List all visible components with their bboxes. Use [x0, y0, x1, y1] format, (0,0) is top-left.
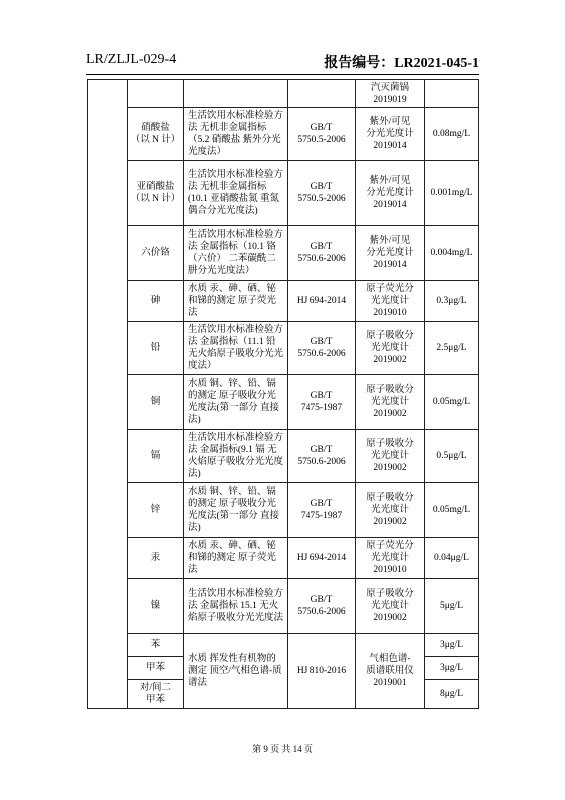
- table-row: [88, 80, 479, 108]
- instrument-cell: 原子荧光分 光光度计 2019010: [356, 281, 425, 322]
- limit-cell: 0.04μg/L: [425, 538, 479, 579]
- method-cell: 水质 铜、锌、铅、镉的测定 原子吸收分光光度法(第一部分 直接法): [184, 375, 288, 430]
- method-cell: 水质 挥发性有机物的测定 顶空/气相色谱-质谱法: [184, 634, 288, 709]
- table-row: [88, 108, 479, 161]
- item-cell: 甲苯: [128, 657, 184, 680]
- item-cell: 对/间二 甲苯: [128, 680, 184, 709]
- table-row: [88, 226, 479, 281]
- method-cell: 生活饮用水标准检验方法 金属指标(9.1 镉 无火焰原子吸收分光光度法): [184, 430, 288, 483]
- table-row: [88, 579, 479, 634]
- document-code: LR/ZLJL-029-4: [86, 52, 177, 67]
- standard-cell: GB/T 5750.5-2006: [288, 161, 356, 226]
- method-cell: 生活饮用水标准检验方法 金属指标（11.1 铅 无火焰原子吸收分光光度法）: [184, 322, 288, 375]
- limit-cell: 0.004mg/L: [425, 226, 479, 281]
- item-cell: 铜: [128, 375, 184, 430]
- item-cell: 砷: [128, 281, 184, 322]
- limit-cell: 3μg/L: [425, 634, 479, 657]
- item-cell: 锌: [128, 483, 184, 538]
- instrument-cell: 紫外/可见 分光光度计 2019014: [356, 108, 425, 161]
- table-body: [88, 80, 479, 709]
- item-cell: 苯: [128, 634, 184, 657]
- standard-cell: HJ 810-2016: [288, 634, 356, 709]
- method-cell: 水质 汞、砷、硒、铋和锑的测定 原子荧光法: [184, 538, 288, 579]
- limit-cell: 0.05mg/L: [425, 375, 479, 430]
- instrument-cell: 紫外/可见 分光光度计 2019014: [356, 226, 425, 281]
- item-cell: [128, 80, 184, 108]
- instrument-cell: 汽灭菌锅 2019019: [356, 80, 425, 108]
- standard-cell: GB/T 7475-1987: [288, 375, 356, 430]
- item-cell: 铅: [128, 322, 184, 375]
- instrument-cell: 气相色谱- 质谱联用仪 2019001: [356, 634, 425, 709]
- standard-cell: GB/T 5750.5-2006: [288, 108, 356, 161]
- table-row: [88, 634, 479, 657]
- table-row: [88, 281, 479, 322]
- limit-cell: 3μg/L: [425, 657, 479, 680]
- method-cell: 水质 汞、砷、硒、铋和锑的测定 原子荧光法: [184, 281, 288, 322]
- instrument-cell: 原子吸收分 光光度计 2019002: [356, 430, 425, 483]
- instrument-cell: 原子吸收分 光光度计 2019002: [356, 322, 425, 375]
- method-cell: [184, 80, 288, 108]
- limit-cell: 8μg/L: [425, 680, 479, 709]
- method-cell: 生活饮用水标准检验方法 金属指标 15.1 无火焰原子吸收分光光度法: [184, 579, 288, 634]
- limit-cell: 0.05mg/L: [425, 483, 479, 538]
- limit-cell: 0.001mg/L: [425, 161, 479, 226]
- item-cell: 镉: [128, 430, 184, 483]
- limit-cell: 2.5μg/L: [425, 322, 479, 375]
- standard-cell: GB/T 5750.6-2006: [288, 322, 356, 375]
- limit-cell: 5μg/L: [425, 579, 479, 634]
- limit-cell: [425, 80, 479, 108]
- table-row: [88, 430, 479, 483]
- method-cell: 生活饮用水标准检验方法 无机非金属指标(10.1 亚硝酸盐氮 重氮偶合分光光度法): [184, 161, 288, 226]
- standard-cell: GB/T 5750.6-2006: [288, 579, 356, 634]
- item-cell: 亚硝酸盐 （以 N 计）: [128, 161, 184, 226]
- instrument-cell: 原子吸收分 光光度计 2019002: [356, 375, 425, 430]
- standard-cell: GB/T 5750.6-2006: [288, 430, 356, 483]
- left-margin-cell: [88, 80, 128, 709]
- table-row: [88, 161, 479, 226]
- standard-cell: HJ 694-2014: [288, 281, 356, 322]
- standard-cell: GB/T 7475-1987: [288, 483, 356, 538]
- page-footer: 第 9 页 共 14 页: [252, 744, 313, 754]
- table-row: [88, 375, 479, 430]
- table-row: [88, 322, 479, 375]
- standard-cell: HJ 694-2014: [288, 538, 356, 579]
- method-cell: 生活饮用水标准检验方法 无机非金属指标（5.2 硝酸盐 紫外分光光度法）: [184, 108, 288, 161]
- standard-cell: [288, 80, 356, 108]
- instrument-cell: 紫外/可见 分光光度计 2019014: [356, 161, 425, 226]
- header-rule: [86, 74, 479, 75]
- test-method-table: [87, 79, 479, 709]
- method-cell: 水质 铜、锌、铅、镉的测定 原子吸收分光光度法(第一部分 直接法): [184, 483, 288, 538]
- item-cell: 硝酸盐 （以 N 计）: [128, 108, 184, 161]
- item-cell: 镍: [128, 579, 184, 634]
- instrument-cell: 原子吸收分 光光度计 2019002: [356, 579, 425, 634]
- instrument-cell: 原子荧光分 光光度计 2019010: [356, 538, 425, 579]
- instrument-cell: 原子吸收分 光光度计 2019002: [356, 483, 425, 538]
- table-row: [88, 483, 479, 538]
- method-cell: 生活饮用水标准检验方法 金属指标（10.1 铬（六价） 二苯碳酰二肼分光光度法）: [184, 226, 288, 281]
- standard-cell: GB/T 5750.6-2006: [288, 226, 356, 281]
- item-cell: 六价铬: [128, 226, 184, 281]
- item-cell: 汞: [128, 538, 184, 579]
- limit-cell: 0.5μg/L: [425, 430, 479, 483]
- limit-cell: 0.08mg/L: [425, 108, 479, 161]
- limit-cell: 0.3μg/L: [425, 281, 479, 322]
- report-number: 报告编号：LR2021-045-1: [324, 56, 479, 71]
- table-row: [88, 538, 479, 579]
